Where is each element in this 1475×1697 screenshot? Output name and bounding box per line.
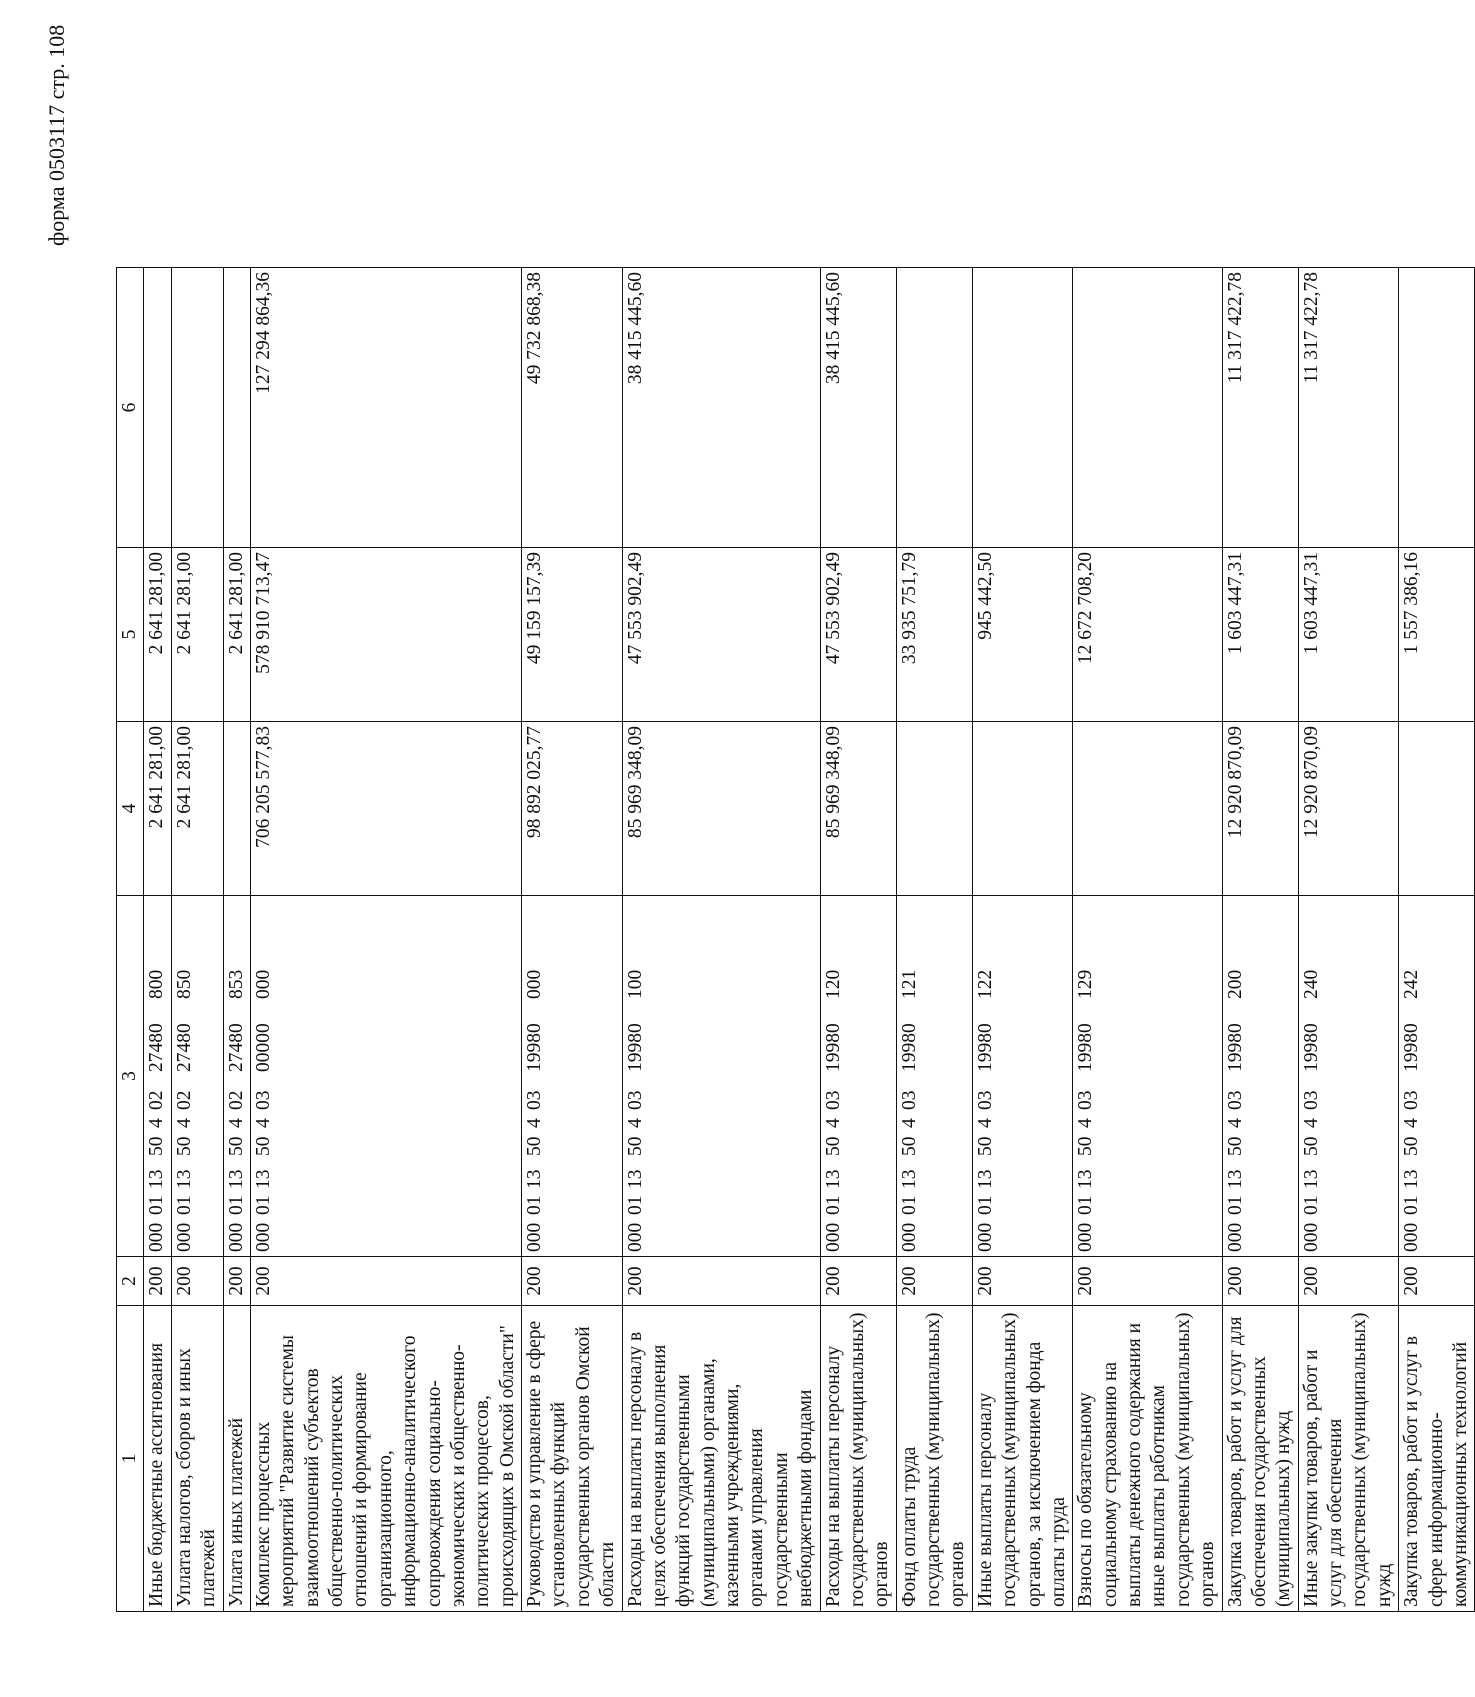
code-segment: 01 (898, 1195, 920, 1215)
column-number-5: 5 (117, 548, 144, 722)
code-segment: 01 (822, 1195, 844, 1215)
row-classification-code (1073, 896, 1222, 1257)
table-row (896, 268, 972, 1612)
table-row (1073, 268, 1222, 1612)
code-segment: 03 (524, 1090, 545, 1110)
code-segment: 120 (822, 969, 844, 999)
code-segment: 4 (252, 1118, 274, 1128)
code-segment: 50 (822, 1136, 844, 1156)
row-line-code: 200 (1073, 1257, 1222, 1306)
code-segment: 03 (1224, 1090, 1246, 1110)
code-segment: 01 (173, 1195, 195, 1215)
row-amount-unexecuted: 11 317 422,78 (1222, 268, 1298, 548)
code-segment: 4 (1075, 1118, 1097, 1128)
code-segment: 4 (1224, 1118, 1246, 1128)
row-indicator-name: Взносы по обязательному социальному страхованию на выплаты денежного содержания и иные выплаты работникам государственных (муниципальных) органов (1073, 1306, 1222, 1612)
code-segment: 50 (1075, 1136, 1097, 1156)
code-segment: 19980 (1075, 1023, 1097, 1072)
row-classification-code (223, 896, 250, 1257)
code-segment: 200 (1224, 969, 1246, 999)
code-segment: 000 (1075, 1222, 1097, 1252)
code-segment: 240 (1300, 969, 1322, 999)
row-amount-unexecuted: 38 415 445,60 (820, 268, 896, 548)
classification-code-parts (145, 900, 169, 1252)
code-segment: 50 (173, 1136, 195, 1156)
table-row (171, 268, 223, 1612)
row-amount-unexecuted (1399, 268, 1475, 548)
code-segment: 50 (1401, 1136, 1423, 1156)
row-indicator-name: Закупка товаров, работ и услуг в сфере информационно-коммуникационных технологий (1399, 1306, 1475, 1612)
row-line-code: 200 (1399, 1257, 1475, 1306)
row-line-code: 200 (1222, 1257, 1298, 1306)
code-segment: 000 (225, 1222, 247, 1252)
row-indicator-name: Иные бюджетные ассигнования (144, 1306, 171, 1612)
code-segment: 000 (898, 1222, 920, 1252)
code-segment: 19980 (524, 1023, 545, 1072)
code-segment: 03 (624, 1090, 646, 1110)
code-segment: 00000 (252, 1023, 274, 1072)
row-amount-approved (972, 722, 1073, 896)
classification-code-parts (898, 900, 922, 1252)
row-line-code: 200 (1298, 1257, 1399, 1306)
code-segment: 27480 (173, 1023, 195, 1072)
code-segment: 13 (146, 1169, 168, 1189)
code-segment: 19980 (822, 1023, 844, 1072)
row-classification-code (1222, 896, 1298, 1257)
code-segment: 02 (173, 1090, 195, 1110)
code-segment: 50 (624, 1136, 646, 1156)
table-row (622, 268, 820, 1612)
form-number-label: форма 0503117 стр. 108 (44, 24, 69, 246)
table-row (1298, 268, 1399, 1612)
row-amount-executed: 12 672 708,20 (1073, 548, 1222, 722)
table-row (144, 268, 171, 1612)
row-classification-code (250, 896, 521, 1257)
row-indicator-name: Иные выплаты персоналу государственных (муниципальных) органов, за исключением фонда оплаты труда (972, 1306, 1073, 1612)
row-amount-approved (1399, 722, 1475, 896)
row-amount-unexecuted (972, 268, 1073, 548)
code-segment: 02 (225, 1090, 247, 1110)
code-segment: 03 (1300, 1090, 1322, 1110)
row-amount-executed: 47 553 902,49 (820, 548, 896, 722)
code-segment: 19980 (974, 1023, 996, 1072)
row-line-code: 200 (820, 1257, 896, 1306)
row-indicator-name: Фонд оплаты труда государственных (муниципальных) органов (896, 1306, 972, 1612)
code-segment: 50 (1300, 1136, 1322, 1156)
row-amount-approved: 85 969 348,09 (622, 722, 820, 896)
code-segment: 27480 (146, 1023, 168, 1072)
column-number-4: 4 (117, 722, 144, 896)
code-segment: 01 (1300, 1195, 1322, 1215)
code-segment: 03 (974, 1090, 996, 1110)
code-segment: 4 (146, 1118, 168, 1128)
row-amount-executed: 1 557 386,16 (1399, 548, 1475, 722)
code-segment: 000 (146, 1222, 168, 1252)
row-amount-executed: 2 641 281,00 (144, 548, 171, 722)
code-segment: 13 (624, 1169, 646, 1189)
row-indicator-name: Уплата иных платежей (223, 1306, 250, 1612)
row-line-code: 200 (171, 1257, 223, 1306)
table-row (223, 268, 250, 1612)
code-segment: 01 (146, 1195, 168, 1215)
code-segment: 03 (898, 1090, 920, 1110)
code-segment: 242 (1401, 969, 1423, 999)
code-segment: 000 (1224, 1222, 1246, 1252)
column-number-row (117, 268, 144, 1612)
code-segment: 02 (146, 1090, 168, 1110)
row-amount-unexecuted: 38 415 445,60 (622, 268, 820, 548)
classification-code-parts (624, 900, 648, 1252)
code-segment: 13 (225, 1169, 247, 1189)
row-amount-executed: 49 159 157,39 (522, 548, 623, 722)
code-segment: 19980 (1224, 1023, 1246, 1072)
code-segment: 01 (624, 1195, 646, 1215)
code-segment: 4 (1401, 1118, 1423, 1128)
code-segment: 4 (822, 1118, 844, 1128)
table-row (250, 268, 521, 1612)
code-segment: 000 (974, 1222, 996, 1252)
code-segment: 000 (1401, 1222, 1423, 1252)
row-classification-code (144, 896, 171, 1257)
column-number-2: 2 (117, 1257, 144, 1306)
budget-execution-table (116, 267, 1475, 1612)
code-segment: 19980 (898, 1023, 920, 1072)
row-indicator-name: Иные закупки товаров, работ и услуг для обеспечения государственных (муниципальных) нужд (1298, 1306, 1399, 1612)
row-amount-approved (896, 722, 972, 896)
row-classification-code (1298, 896, 1399, 1257)
code-segment: 850 (173, 969, 195, 999)
code-segment: 000 (524, 969, 545, 999)
code-segment: 4 (173, 1118, 195, 1128)
column-number-1: 1 (117, 1306, 144, 1612)
code-segment: 50 (225, 1136, 247, 1156)
classification-code-parts (1400, 900, 1424, 1252)
code-segment: 50 (524, 1136, 545, 1156)
code-segment: 122 (974, 969, 996, 999)
row-line-code: 200 (250, 1257, 521, 1306)
code-segment: 13 (1075, 1169, 1097, 1189)
code-segment: 50 (1224, 1136, 1246, 1156)
row-amount-unexecuted: 127 294 864,36 (250, 268, 521, 548)
row-indicator-name: Уплата налогов, сборов и иных платежей (171, 1306, 223, 1612)
code-segment: 000 (822, 1222, 844, 1252)
code-segment: 50 (974, 1136, 996, 1156)
row-amount-approved: 12 920 870,09 (1222, 722, 1298, 896)
code-segment: 50 (146, 1136, 168, 1156)
code-segment: 03 (1401, 1090, 1423, 1110)
code-segment: 13 (1401, 1169, 1423, 1189)
row-line-code: 200 (144, 1257, 171, 1306)
row-amount-unexecuted (144, 268, 171, 548)
row-amount-unexecuted (171, 268, 223, 548)
code-segment: 01 (225, 1195, 247, 1215)
table-row (972, 268, 1073, 1612)
row-indicator-name: Закупка товаров, работ и услуг для обеспечения государственных (муниципальных) нужд (1222, 1306, 1298, 1612)
code-segment: 50 (898, 1136, 920, 1156)
row-indicator-name: Комплекс процессных мероприятий "Развитие системы взаимоотношений субъектов общественно-политических отношений и формирование организационного, информационно-аналитического сопровождения социально-экономических и общественно-политических процессов, происходящих в Омской области" (250, 1306, 521, 1612)
row-classification-code (171, 896, 223, 1257)
code-segment: 853 (225, 969, 247, 999)
code-segment: 4 (225, 1118, 247, 1128)
row-amount-executed: 1 603 447,31 (1222, 548, 1298, 722)
code-segment: 13 (1300, 1169, 1322, 1189)
row-classification-code (522, 896, 623, 1257)
code-segment: 000 (252, 969, 274, 999)
code-segment: 03 (252, 1090, 274, 1110)
classification-code-parts (822, 900, 846, 1252)
code-segment: 000 (252, 1222, 274, 1252)
code-segment: 01 (1401, 1195, 1423, 1215)
code-segment: 01 (974, 1195, 996, 1215)
row-amount-approved: 2 641 281,00 (144, 722, 171, 896)
code-segment: 01 (252, 1195, 274, 1215)
row-classification-code (972, 896, 1073, 1257)
classification-code-parts (173, 900, 197, 1252)
classification-code-parts (1300, 900, 1324, 1252)
code-segment: 01 (1075, 1195, 1097, 1215)
code-segment: 01 (1224, 1195, 1246, 1215)
table-row (522, 268, 623, 1612)
row-amount-approved: 12 920 870,09 (1298, 722, 1399, 896)
classification-code-parts (523, 900, 547, 1252)
row-amount-executed: 33 935 751,79 (896, 548, 972, 722)
row-amount-approved: 98 892 025,77 (522, 722, 623, 896)
row-classification-code (896, 896, 972, 1257)
code-segment: 000 (524, 1222, 545, 1252)
row-line-code: 200 (972, 1257, 1073, 1306)
code-segment: 19980 (1401, 1023, 1423, 1072)
row-classification-code (820, 896, 896, 1257)
column-number-3: 3 (117, 896, 144, 1257)
code-segment: 13 (898, 1169, 920, 1189)
code-segment: 129 (1075, 969, 1097, 999)
code-segment: 4 (1300, 1118, 1322, 1128)
code-segment: 13 (1224, 1169, 1246, 1189)
code-segment: 800 (146, 969, 168, 999)
table-body (117, 268, 1475, 1612)
row-amount-unexecuted (223, 268, 250, 548)
row-amount-unexecuted (896, 268, 972, 548)
row-amount-unexecuted: 11 317 422,78 (1298, 268, 1399, 548)
row-amount-executed: 945 442,50 (972, 548, 1073, 722)
row-indicator-name: Расходы на выплаты персоналу государственных (муниципальных) органов (820, 1306, 896, 1612)
row-line-code: 200 (896, 1257, 972, 1306)
row-classification-code (1399, 896, 1475, 1257)
classification-code-parts (252, 900, 276, 1252)
classification-code-parts (225, 900, 249, 1252)
row-amount-executed: 1 603 447,31 (1298, 548, 1399, 722)
row-amount-unexecuted (1073, 268, 1222, 548)
row-amount-executed: 47 553 902,49 (622, 548, 820, 722)
code-segment: 4 (624, 1118, 646, 1128)
code-segment: 50 (252, 1136, 274, 1156)
row-line-code: 200 (522, 1257, 623, 1306)
table-row (1222, 268, 1298, 1612)
row-classification-code (622, 896, 820, 1257)
code-segment: 100 (624, 969, 646, 999)
code-segment: 4 (898, 1118, 920, 1128)
row-amount-executed: 2 641 281,00 (171, 548, 223, 722)
row-amount-approved (223, 722, 250, 896)
classification-code-parts (974, 900, 998, 1252)
table-row (1399, 268, 1475, 1612)
row-line-code: 200 (622, 1257, 820, 1306)
code-segment: 121 (898, 969, 920, 999)
row-amount-executed: 578 910 713,47 (250, 548, 521, 722)
code-segment: 13 (252, 1169, 274, 1189)
code-segment: 4 (524, 1118, 545, 1128)
code-segment: 19980 (624, 1023, 646, 1072)
classification-code-parts (1074, 900, 1098, 1252)
code-segment: 000 (624, 1222, 646, 1252)
code-segment: 000 (173, 1222, 195, 1252)
classification-code-parts (1224, 900, 1248, 1252)
code-segment: 27480 (225, 1023, 247, 1072)
column-number-6: 6 (117, 268, 144, 548)
code-segment: 4 (974, 1118, 996, 1128)
row-amount-approved: 85 969 348,09 (820, 722, 896, 896)
row-amount-unexecuted: 49 732 868,38 (522, 268, 623, 548)
code-segment: 13 (524, 1169, 545, 1189)
code-segment: 13 (822, 1169, 844, 1189)
row-amount-executed: 2 641 281,00 (223, 548, 250, 722)
row-indicator-name: Расходы на выплаты персоналу в целях обеспечения выполнения функций государственными (муниципальными) органами, казенными учреждениями, органами управления государственными внебюджетными фондами (622, 1306, 820, 1612)
row-amount-approved (1073, 722, 1222, 896)
code-segment: 01 (524, 1195, 545, 1215)
row-amount-approved: 2 641 281,00 (171, 722, 223, 896)
code-segment: 03 (822, 1090, 844, 1110)
row-amount-approved: 706 205 577,83 (250, 722, 521, 896)
table-row (820, 268, 896, 1612)
code-segment: 03 (1075, 1090, 1097, 1110)
code-segment: 13 (974, 1169, 996, 1189)
row-line-code: 200 (223, 1257, 250, 1306)
row-indicator-name: Руководство и управление в сфере установленных функций государственных органов Омской области (522, 1306, 623, 1612)
code-segment: 19980 (1300, 1023, 1322, 1072)
code-segment: 13 (173, 1169, 195, 1189)
code-segment: 000 (1300, 1222, 1322, 1252)
